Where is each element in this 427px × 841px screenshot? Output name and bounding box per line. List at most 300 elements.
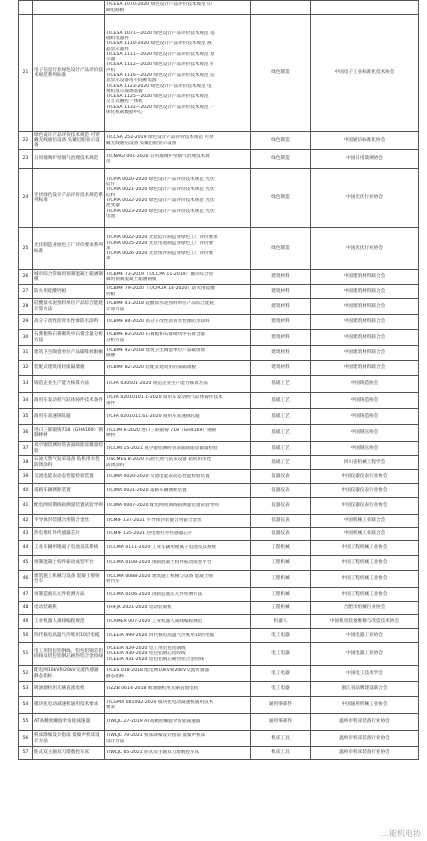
row-number-cell: 24 bbox=[19, 169, 33, 228]
organization-cell: 中国光伏行业协会 bbox=[311, 228, 419, 270]
table-row bbox=[19, 556, 419, 571]
standard-name-cell: 电动装载机 bbox=[33, 602, 105, 615]
organization-cell: 中国电子工业标准化技术协会 bbox=[311, 15, 419, 132]
standard-codes-cell bbox=[105, 556, 251, 571]
standard-code-line: 刷电路板 bbox=[106, 7, 125, 13]
standard-code-line: 棒材 bbox=[106, 433, 116, 438]
category-cell: 电工电器 bbox=[251, 629, 311, 643]
standard-code-line: T/CFA 0201011.61-2020 商用车高速钢轧辊 bbox=[106, 413, 200, 419]
table-row bbox=[19, 456, 419, 470]
standard-codes-cell bbox=[105, 376, 251, 393]
standard-code-line: 要求 bbox=[106, 705, 116, 710]
standard-codes-cell bbox=[105, 666, 251, 682]
standard-name-cell: 装配式建筑用轻质隔墙板 bbox=[33, 361, 105, 376]
standard-code-line: T/CESA 1116—2020 绿色设计产品评价技术规范 信 bbox=[106, 73, 215, 78]
standard-name-cell: 建筑施工机械与设备 混凝土喷射台车 bbox=[33, 571, 105, 588]
standard-code-line: T/CIMA 0021-2020 道路车辆测距装置 bbox=[106, 487, 187, 493]
standard-codes-cell bbox=[105, 615, 251, 629]
organization-cell: 中国建筑材料联合会 bbox=[311, 315, 419, 330]
standard-name-cell: 机床降噪设计指南 低噪声机床设计方法 bbox=[33, 731, 105, 747]
organization-cell: 中国铸造协会 bbox=[311, 376, 419, 393]
table-row bbox=[19, 615, 419, 629]
standard-name-cell: 热电堆红外传感器芯片 bbox=[33, 528, 105, 541]
standard-code-line: T/CBMF 41-2018 硅酸盐水泥熟料单位产品综合能耗 bbox=[106, 301, 215, 307]
table-row bbox=[19, 15, 419, 132]
table-row bbox=[19, 747, 419, 760]
standard-codes-cell bbox=[105, 330, 251, 346]
standard-codes-cell bbox=[105, 393, 251, 409]
row-number-cell: 47 bbox=[19, 588, 33, 602]
standard-code-line: 射台车 bbox=[106, 579, 120, 584]
row-number-cell: 40 bbox=[19, 484, 33, 498]
standard-name-cell: 高分子改性沥青水性渗防水涂料 bbox=[33, 315, 105, 330]
row-number-cell: 56 bbox=[19, 731, 33, 747]
standard-codes-cell bbox=[105, 528, 251, 541]
organization-cell: 中国机械工业联合会 bbox=[311, 515, 419, 528]
standard-code-line: T/CESA 1125—2020 绿色设计产品评价技术规范 bbox=[106, 94, 209, 100]
standard-codes-cell bbox=[105, 346, 251, 361]
organization-cell: 温岭市机床装备行业协会 bbox=[311, 747, 419, 760]
standard-name-cell: 光伏制造业绿色工厂评价要求系列标准 bbox=[33, 228, 105, 270]
organization-cell: 中国电器工业协会 bbox=[311, 643, 419, 666]
table-row bbox=[19, 132, 419, 150]
standard-codes-cell bbox=[105, 747, 251, 760]
standard-name-cell: 石油天然气钻采设备 钻机用水性防锈涂料 bbox=[33, 456, 105, 470]
row-number-cell: 44 bbox=[19, 541, 33, 556]
standard-code-line: 范 bbox=[106, 159, 111, 164]
row-number-cell: 45 bbox=[19, 556, 33, 571]
standard-code-line: T/SCMES 8-2020 石油天然气钻采设备 钻机用水性 bbox=[106, 457, 212, 463]
standard-code-line: 声机 bbox=[106, 67, 116, 73]
organization-cell: 中国铸造协会 bbox=[311, 409, 419, 425]
category-cell: 机床工具 bbox=[251, 731, 311, 747]
category-cell: 绿色制造 bbox=[251, 150, 311, 169]
category-cell: 仪器仪表 bbox=[251, 515, 311, 528]
organization-cell: 中国仪器仪表行业协会 bbox=[311, 498, 419, 515]
category-cell: 工程机械 bbox=[251, 588, 311, 602]
table-row bbox=[19, 346, 419, 361]
standard-name-cell bbox=[33, 1, 105, 15]
standard-codes-cell bbox=[105, 442, 251, 456]
organization-cell bbox=[311, 1, 419, 15]
table-row bbox=[19, 425, 419, 442]
standard-code-line: 电池 bbox=[106, 213, 116, 219]
standard-code-line: T/CPIA 0021-2020 绿色设计产品评价技术规范 光伏 bbox=[106, 187, 215, 193]
standard-code-line: T/CEEIA 429-2020 电工用铝包铝钢线 bbox=[106, 646, 186, 652]
category-cell: 建筑材料 bbox=[251, 270, 311, 285]
standard-name-cell: 配电网同期线损测量装置试验导则 bbox=[33, 498, 105, 515]
standard-codes-cell bbox=[105, 541, 251, 556]
table-row bbox=[19, 330, 419, 346]
standard-code-line: T/CGMA 081002-2020 模块化电动减速机通用技术 bbox=[106, 699, 214, 705]
standard-name-cell: 防火用硅酸钙板 bbox=[33, 285, 105, 299]
standard-code-line: 条件 bbox=[106, 400, 116, 406]
category-cell: 工程机械 bbox=[251, 571, 311, 588]
organization-cell: 中国工程机械工业协会 bbox=[311, 571, 419, 588]
standard-name-cell: 电子信息行业绿色设计产品评价技术规范系列标准 bbox=[33, 15, 105, 132]
standard-code-line: 计算方法 bbox=[106, 306, 125, 312]
table-row bbox=[19, 666, 419, 682]
standard-codes-cell bbox=[105, 714, 251, 731]
standard-code-line: 础机电器件 bbox=[106, 35, 129, 41]
standard-codes-cell bbox=[105, 169, 251, 228]
row-number-cell: 55 bbox=[19, 714, 33, 731]
table-row bbox=[19, 270, 419, 285]
category-cell: 建筑材料 bbox=[251, 285, 311, 299]
category-cell: 电工电器 bbox=[251, 643, 311, 666]
standard-code-line: T/WLJC 27-2019 AT高精度螺旋伞齿轮减速器 bbox=[106, 719, 201, 725]
table-row bbox=[19, 571, 419, 588]
table-row bbox=[19, 541, 419, 556]
row-number-cell: 53 bbox=[19, 682, 33, 697]
standard-code-line: T/CPIA 0020-2020 绿色设计产品评价技术规范 光伏 bbox=[106, 176, 215, 182]
standard-name-cell: 模块化电动减速机通用技术要求 bbox=[33, 697, 105, 714]
standard-codes-cell bbox=[105, 629, 251, 643]
category-cell: 工程机械 bbox=[251, 556, 311, 571]
category-cell: 基础工艺 bbox=[251, 456, 311, 470]
standard-code-line: T/WLJC 70-2021 机床降噪设计指南 低噪声机床 bbox=[106, 733, 206, 739]
standard-name-cell: 电工用铝包铝钢线、铝包铝钢芯铝绞线及铝包铝钢芯耐热铝合金绞线 bbox=[33, 643, 105, 666]
standard-code-line: T/CPIA 0022-2020 光伏硅片制造业绿色工厂评价要求 bbox=[106, 235, 218, 241]
table-row bbox=[19, 515, 419, 528]
standard-code-line: 视机显示玻璃基板 bbox=[106, 88, 143, 94]
standard-code-line: T/CEEIA 499-2020 四代核电高温气冷堆用10层电缆 bbox=[106, 632, 215, 638]
standard-name-cell: 光伏绿色设计产品评价技术规范系列标准 bbox=[33, 169, 105, 228]
standard-codes-cell bbox=[105, 731, 251, 747]
standard-code-line: T/CBMF 83-2020 石膏板和石膏砌块中石膏含量 bbox=[106, 332, 206, 338]
organization-cell: 合肥市机械行业协会 bbox=[311, 602, 419, 615]
standards-table-body bbox=[19, 1, 419, 760]
row-number-cell: 25 bbox=[19, 228, 33, 270]
standard-name-cell: 四代核电高温气冷堆用10层电缆 bbox=[33, 629, 105, 643]
standard-code-line: T/CBMF 79-2020（T/CPCIA 14-2020）防火用硅酸 bbox=[106, 286, 215, 292]
organization-cell: 温岭市机床装备行业协会 bbox=[311, 731, 419, 747]
standard-codes-cell bbox=[105, 498, 251, 515]
table-row bbox=[19, 409, 419, 425]
standard-codes-cell bbox=[105, 132, 251, 150]
row-number-cell: 22 bbox=[19, 132, 33, 150]
table-row bbox=[19, 150, 419, 169]
standard-code-line: T/CESA 1110-2020 绿色设计产品评价技术规范 液 bbox=[106, 41, 212, 47]
category-cell: 仪器仪表 bbox=[251, 470, 311, 484]
standard-name-cell: 道路车辆测距装置 bbox=[33, 484, 105, 498]
standard-code-line: T/CESA 1071—2020 绿色设计产品评价技术规范 基 bbox=[106, 30, 215, 36]
row-number-cell: 57 bbox=[19, 747, 33, 760]
standard-name-cell: 吸油烟机用无刷直流电机 bbox=[33, 682, 105, 697]
row-number-cell: 43 bbox=[19, 528, 33, 541]
standard-code-line: T/CCMA 0111-2020 工业车辆用锂离子电池及其系统 bbox=[106, 545, 217, 551]
standard-code-line: 防锈涂料 bbox=[106, 462, 125, 468]
standard-name-cell: 建筑卫生陶瓷单位产品碳排放限额 bbox=[33, 346, 105, 361]
category-cell: 绿色制造 bbox=[251, 228, 311, 270]
standard-name-cell: 配电网10kV和20kV交流传感器静态指标 bbox=[33, 666, 105, 682]
row-number-cell: 39 bbox=[19, 470, 33, 484]
organization-cell: 中国机械工业联合会 bbox=[311, 528, 419, 541]
row-number-cell: 34 bbox=[19, 393, 33, 409]
table-row bbox=[19, 484, 419, 498]
table-row bbox=[19, 442, 419, 456]
standard-name-cell: 日用玻璃炉窑烟气治理技术规范 bbox=[33, 150, 105, 169]
standard-name-cell: 工业机器人离线编程规范 bbox=[33, 615, 105, 629]
standard-code-line: 晶显示器件 bbox=[106, 46, 129, 52]
table-row bbox=[19, 697, 419, 714]
row-number-cell: 49 bbox=[19, 615, 33, 629]
table-row bbox=[19, 315, 419, 330]
standard-code-line: T/CIMA 0007-2020 配电网同期线损测量装置试验导则 bbox=[106, 503, 219, 509]
category-cell: 通用零部件 bbox=[251, 714, 311, 731]
organization-cell: 中国建筑材料联合会 bbox=[311, 270, 419, 285]
organization-cell: 中国通用机械工业协会 bbox=[311, 697, 419, 714]
category-cell: 建筑材料 bbox=[251, 346, 311, 361]
standard-code-line: T/CBMF 42-2018 建筑卫生陶瓷单位产品碳排放 bbox=[106, 347, 206, 353]
standard-name-cell: 交流电能表动态性能检验装置 bbox=[33, 470, 105, 484]
standard-codes-cell bbox=[105, 409, 251, 425]
standard-codes-cell bbox=[105, 228, 251, 270]
organization-cell: 中国铸造协会 bbox=[311, 393, 419, 409]
standard-code-line: T/CES 018-2018 配电网10kV和20kV交流传感器 bbox=[106, 668, 210, 674]
category-cell: 基础工艺 bbox=[251, 442, 311, 456]
table-row bbox=[19, 682, 419, 697]
category-cell: 基础工艺 bbox=[251, 376, 311, 393]
standard-code-line: T/CFA 030501-2020 铸造企业生产能力核算方法 bbox=[106, 381, 208, 387]
category-cell: 电工电器 bbox=[251, 682, 311, 697]
organization-cell: 中国工程机械工业协会 bbox=[311, 588, 419, 602]
standard-code-line: T/CBMF 82-2020 装配式建筑用轻质隔墙板 bbox=[106, 365, 196, 371]
row-number-cell: 42 bbox=[19, 515, 33, 528]
standard-code-line: 息显示设备用不间断电源 bbox=[106, 78, 157, 84]
standard-code-line: T/CNAGI 001-2020 日用玻璃炉窑烟气治理技术规 bbox=[106, 153, 210, 159]
standard-name-cell: 城市综合管廊用预制混凝土箱涵钢模 bbox=[33, 270, 105, 285]
standard-code-line: T/CCMA 0088-2020 建筑施工机械与设备 混凝土喷 bbox=[106, 573, 214, 579]
row-number-cell: 54 bbox=[19, 697, 33, 714]
standard-codes-cell bbox=[105, 285, 251, 299]
row-number-cell: 26 bbox=[19, 270, 33, 285]
row-number-cell: 52 bbox=[19, 666, 33, 682]
category-cell: 电工电器 bbox=[251, 666, 311, 682]
organization-cell: 中国仪器仪表行业协会 bbox=[311, 470, 419, 484]
standard-code-line: 交互式触控一体机 bbox=[106, 99, 143, 105]
organization-cell: 中国通信标准化协会 bbox=[311, 132, 419, 150]
category-cell: 基础工艺 bbox=[251, 393, 311, 409]
standard-code-line: T/CPIA 0023-2020 绿色设计产品评价技术规范 光伏 bbox=[106, 208, 215, 214]
standard-code-line: T/HFJX 2021-2020 电动装载机 bbox=[106, 605, 172, 611]
standard-code-line: 求 bbox=[106, 256, 111, 262]
standard-code-line: T/CCMA 0106-2020 再制造液压元件检测方法 bbox=[106, 591, 203, 597]
standard-codes-cell bbox=[105, 1, 251, 15]
standard-name-cell: AT高精度螺旋伞齿轮减速器 bbox=[33, 714, 105, 731]
table-row bbox=[19, 470, 419, 484]
table-row bbox=[19, 1, 419, 15]
standard-code-line: T/CESA 1111—2020 绿色设计产品评价技术规范 显 bbox=[106, 51, 215, 57]
standard-code-line: T/CBMF 84-2020 高分子改性沥青水性渗防水涂料 bbox=[106, 319, 210, 325]
standard-codes-cell bbox=[105, 456, 251, 470]
category-cell: 工程机械 bbox=[251, 602, 311, 615]
standard-code-line: T/CCMI 6-2020 进口三联锻铸 718（GH4169）钢制 bbox=[106, 427, 217, 433]
organization-cell: 浙江省品牌建设联合会 bbox=[311, 682, 419, 697]
standards-document bbox=[18, 0, 418, 760]
standard-name-cell: 预制混凝土构件振动成型平台 bbox=[33, 556, 105, 571]
standard-code-line: T/CPIA 0026-2020 光伏组件制造业绿色工厂评价要 bbox=[106, 251, 214, 257]
row-number-cell: 35 bbox=[19, 409, 33, 425]
organization-cell: 中国机电装备维修与改造技术协会 bbox=[311, 615, 419, 629]
category-cell: 建筑材料 bbox=[251, 361, 311, 376]
category-cell: 绿色制造 bbox=[251, 132, 311, 150]
standard-codes-cell bbox=[105, 470, 251, 484]
standard-code-line: T/CESA 1112—2020 绿色设计产品评价技术规范 扩 bbox=[106, 62, 215, 68]
category-cell: 绿色制造 bbox=[251, 169, 311, 228]
table-row bbox=[19, 602, 419, 615]
row-number-cell: 23 bbox=[19, 150, 33, 169]
standard-code-line: T/CESA 1132—2020 绿色设计产品评价技术规范 一 bbox=[106, 104, 215, 110]
organization-cell: 四川省机械工程学会 bbox=[311, 456, 419, 470]
standard-code-line: 逆变器 bbox=[106, 203, 120, 209]
standard-code-line: T/CCMA 0108-2020 预制混凝土构件振动成型平台 bbox=[106, 560, 212, 566]
organization-cell: 中国建筑材料联合会 bbox=[311, 299, 419, 315]
organization-cell: 中国建筑材料联合会 bbox=[311, 361, 419, 376]
organization-cell: 中国仪器仪表行业协会 bbox=[311, 484, 419, 498]
category-cell: 建筑材料 bbox=[251, 299, 311, 315]
organization-cell: 中国电工技术学会 bbox=[311, 666, 419, 682]
category-cell: 仪器仪表 bbox=[251, 484, 311, 498]
standard-codes-cell bbox=[105, 150, 251, 169]
standard-name-cell: 硅酸盐水泥熟料单位产品综合能耗计算方法 bbox=[33, 299, 105, 315]
category-cell: 建筑材料 bbox=[251, 315, 311, 330]
standard-code-line: T/CEEIA 431-2020 铝包铝钢芯耐热铝合金绞线 bbox=[106, 656, 205, 662]
watermark-text: ...能机电协 bbox=[381, 829, 421, 838]
standard-codes-cell bbox=[105, 682, 251, 697]
organization-cell: 中国钢压协会 bbox=[311, 425, 419, 442]
table-row bbox=[19, 376, 419, 393]
table-row bbox=[19, 393, 419, 409]
category-cell: 机器人 bbox=[251, 615, 311, 629]
standard-codes-cell bbox=[105, 571, 251, 588]
standard-code-line: T/CPIA 0025-2020 光伏电池制造业绿色工厂评价要 bbox=[106, 240, 214, 246]
standard-codes-cell bbox=[105, 588, 251, 602]
row-number-cell: 28 bbox=[19, 299, 33, 315]
row-number-cell: 29 bbox=[19, 315, 33, 330]
row-number-cell: 46 bbox=[19, 571, 33, 588]
standard-name-cell: 铸造企业生产能力核算方法 bbox=[33, 376, 105, 393]
standard-codes-cell bbox=[105, 15, 251, 132]
standard-name-cell: 半导体封装键合用银合金丝 bbox=[33, 515, 105, 528]
organization-cell: 中国电器工业协会 bbox=[311, 629, 419, 643]
row-number-cell: 51 bbox=[19, 643, 33, 666]
standard-code-line: T/CIMA 0020-2020 交流电能表动态性能检验装置 bbox=[106, 473, 210, 479]
row-number-cell: 38 bbox=[19, 456, 33, 470]
table-row bbox=[19, 285, 419, 299]
table-row bbox=[19, 498, 419, 515]
organization-cell: 中国建筑材料联合会 bbox=[311, 285, 419, 299]
organization-cell: 中国建筑材料联合会 bbox=[311, 330, 419, 346]
category-cell: 工程机械 bbox=[251, 541, 311, 556]
standard-code-line: T/CEEIA 430-2020 铝包铝钢芯铝绞线 bbox=[106, 651, 186, 657]
row-number-cell: 36 bbox=[19, 425, 33, 442]
standard-code-line: 示器 bbox=[106, 57, 116, 63]
standard-code-line: T/CESA 1123-2020 绿色设计产品评价技术规范 电 bbox=[106, 83, 212, 89]
standard-code-line: T/CESA 1070-2020 绿色设计产品评价技术规范 印 bbox=[106, 2, 212, 8]
row-number-cell: 50 bbox=[19, 629, 33, 643]
category-cell: 基础工艺 bbox=[251, 409, 311, 425]
organization-cell: 中国日用玻璃协会 bbox=[311, 150, 419, 169]
table-row bbox=[19, 169, 419, 228]
standard-code-line: T/CMIF 135-2021 热电堆红外传感器芯片 bbox=[106, 531, 193, 537]
row-number-cell: 27 bbox=[19, 285, 33, 299]
row-number-cell: 48 bbox=[19, 602, 33, 615]
row-number-cell: 33 bbox=[19, 376, 33, 393]
standard-name-cell: 卧式双主轴双刀塔数控车床 bbox=[33, 747, 105, 760]
standard-codes-cell bbox=[105, 484, 251, 498]
standard-codes-cell bbox=[105, 361, 251, 376]
organization-cell: 中国光伏行业协会 bbox=[311, 169, 419, 228]
standard-code-line: T/CBMF 73-2019（T/CCPA 11-2019）城市综合管 bbox=[106, 271, 214, 277]
standard-code-line: 求 bbox=[106, 245, 111, 251]
category-cell: 机床工具 bbox=[251, 747, 311, 760]
category-cell: 通用零部件 bbox=[251, 697, 311, 714]
organization-cell: 中国工程机械工业协会 bbox=[311, 541, 419, 556]
category-cell: 建筑材料 bbox=[251, 330, 311, 346]
category-cell: 绿色制造 bbox=[251, 15, 311, 132]
category-cell: 基础工艺 bbox=[251, 425, 311, 442]
standard-codes-cell bbox=[105, 643, 251, 666]
standard-codes-cell bbox=[105, 270, 251, 285]
standard-codes-cell bbox=[105, 299, 251, 315]
standard-code-line: 戴无线通信设备 头戴近眼显示设备 bbox=[106, 140, 177, 146]
standard-code-line: T/ZZB 0614-2018 吸油烟机用无刷直流电机 bbox=[106, 686, 199, 692]
standard-code-line: 设计方法 bbox=[106, 738, 125, 744]
standards-table bbox=[18, 0, 419, 760]
table-row bbox=[19, 528, 419, 541]
table-row bbox=[19, 588, 419, 602]
row-number-cell: 37 bbox=[19, 442, 33, 456]
standard-name-cell: 真空锻铝测时管表面缺陷显微量检验 bbox=[34, 443, 103, 454]
standard-name-cell: 再制造液压元件检测方法 bbox=[33, 588, 105, 602]
standard-codes-cell bbox=[105, 602, 251, 615]
row-number-cell: 41 bbox=[19, 498, 33, 515]
row-number-cell bbox=[19, 1, 33, 15]
standard-code-line: T/CFA 02010101.1-2020 商用车发动机气缸体铸件技术 bbox=[106, 395, 223, 401]
standard-codes-cell bbox=[105, 315, 251, 330]
standard-code-line: 钙板 bbox=[106, 291, 116, 297]
table-row bbox=[19, 643, 419, 666]
table-row bbox=[19, 714, 419, 731]
category-cell bbox=[251, 1, 311, 15]
standard-name-cell: 工业车辆用锂离子电池及其系统 bbox=[33, 541, 105, 556]
standard-code-line: 限额 bbox=[106, 353, 116, 358]
table-row bbox=[19, 361, 419, 376]
row-number-cell: 21 bbox=[19, 15, 33, 132]
standard-name-cell: 商用车发动机气缸体铸件技术条件 bbox=[33, 393, 105, 409]
organization-cell: 中国工程机械工业协会 bbox=[311, 556, 419, 571]
row-number-cell: 32 bbox=[19, 361, 33, 376]
standard-codes-cell bbox=[105, 697, 251, 714]
category-cell: 仪器仪表 bbox=[251, 528, 311, 541]
standard-name-cell: 石膏板和石膏砌块中石膏含量分析方法 bbox=[33, 330, 105, 346]
category-cell: 仪器仪表 bbox=[251, 498, 311, 515]
organization-cell: 温岭市机床装备行业协会 bbox=[311, 714, 419, 731]
table-row bbox=[19, 299, 419, 315]
standard-code-line: T/CMIF 137-2021 半导体封装键合用银合金丝 bbox=[106, 518, 202, 524]
standard-codes-cell bbox=[105, 515, 251, 528]
organization-cell: 中国钢压协会 bbox=[311, 442, 419, 456]
table-row bbox=[19, 228, 419, 270]
standard-code-line: 静态指标 bbox=[106, 673, 125, 679]
standard-code-line: 分析方法 bbox=[106, 337, 125, 343]
standard-code-line: T/CCMI 15-2021 真空锻铝测时管表面缺陷显微量检验 bbox=[106, 445, 218, 451]
standard-code-line: 硅料 bbox=[106, 192, 116, 198]
standard-code-line: 体化机载数据中心 bbox=[106, 110, 143, 116]
standard-name-cell: 进口三联锻铸718（GH4169）钢制棒材 bbox=[33, 425, 105, 442]
organization-cell: 中国建筑材料联合会 bbox=[311, 346, 419, 361]
